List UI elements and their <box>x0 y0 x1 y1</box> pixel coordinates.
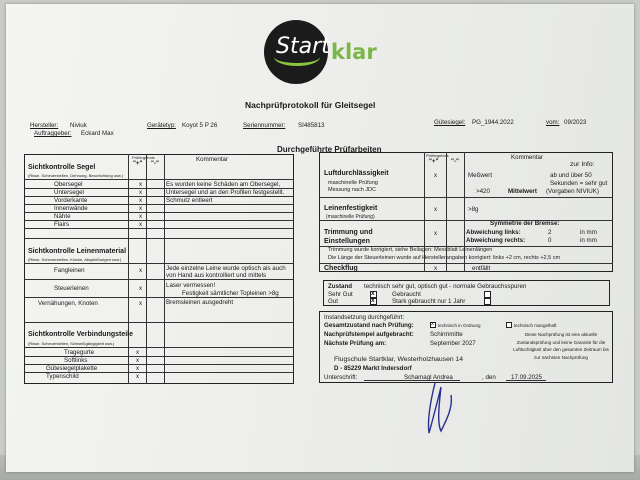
list-item: Tragegurte <box>64 349 95 356</box>
list-item: Fangleinen <box>54 267 85 274</box>
list-item: Flairs <box>54 221 70 228</box>
leinen-title: Sichtkontrolle Leinenmaterial <box>28 248 127 255</box>
protocol-sheet: Start klar Nachprüfprotokoll für Gleitsegel Hersteller: Niviuk Gerätetyp: Koyot 5 P 26 Seriennummer: SI485813 Gütesiegel: PG_1944.2022 vom: 09/2023 Auftraggeber: Eckard Max Durchgeführte Prüfarbeiten Prüfergebnis "+" "-" Kommentar Sichtkontrolle Segel (Risse, Scheuerstellen, Dehnung, Beschichtung usw.) Obersegel x Es wurden keine Schäden am Obersegel, Untersegel x Untersegel und an den Profilen festgestellt. Vorderkante x Schmutz entleert Innenwände x Nähte x Flairs x Sichtkontrolle Leinenmaterial (Risse, Scheuerstellen, Knicke, Abspleißungen usw.) Fangleinen x Jede einzelne Leine wurde optisch als auch von Hand aus kontrolliert und mittels Steuerleinen x Laser vermessen! Festigkeit sämtlicher Topleinen >8g Vernähungen, Knoten x Bremsleinen ausgedreht Sichtkontrolle Verbindungsteile (Risse, Scheuerstellen, Schweißgängigkeit usw.) Tragegurte x Softlinks x Gütesiegelplakette x Typenschild x Prüfergebnis "+" "-" Kommentar zur Info: Luftdurchlässigkeit maschinelle Prüfung Messung nach JDC x Meßwert >420 Mittelwert ab und über 50 Sekunden = sehr gut (Vorgaben NIVIUK) Leinenfestigkeit (maschinelle Prüfung) x >8g Symmetrie der Bremse: Trimmung und Einstellungen x Abweichung links: 2 in mm Abweichung rechts: 0 in mm Trimmung wurde korrigiert, siehe Beilagen: Messblatt Leinenlängen Die Länge der Steuerleinen wurde auf Herstellerangaben korrigiert: links +2 cm, rechts +2,5 cm Checkflug x entfällt Zustand technisch sehr gut, optisch gut - normale Gebrauchsspuren Sehr Gut x Gebraucht Gut x Stark gebraucht nur 1 Jahr Instandsetzung durchgeführt: Gesamtzustand nach Prüfung: x technisch in Ordnung technisch mangelhaft Nachprüfstempel aufgebracht: Schirmmitte Nächste Prüfung am: September 2027 Diese Nachprüfung ist eine aktuelle Zustandsprüfung und keine Garantie für die Lufttüchtigkeit über den gesamten Zeitraum bis zur nächsten Nachprüfung Flugschule Startklar, Westerholzhausen 14 D - 85229 Markt Indersdorf Unterschrift: Schamagl Andrea , den 17.09.2025 <box>6 4 634 472</box>
list-item: Vernähungen, Knoten <box>38 300 98 307</box>
handwritten-signature <box>423 379 463 439</box>
list-item: Innenwände <box>54 205 88 212</box>
section-title: Durchgeführte Prüfarbeiten <box>277 145 382 154</box>
segel-title: Sichtkontrolle Segel <box>28 164 96 171</box>
list-item: Nähte <box>54 213 71 220</box>
mangelhaft-checkbox <box>506 322 512 328</box>
list-item: Vorderkante <box>54 197 88 204</box>
list-item: Steuerleinen <box>54 285 89 292</box>
list-item: Untersegel <box>54 189 84 196</box>
gebraucht-checkbox <box>484 291 491 298</box>
list-item: Softlinks <box>64 357 88 364</box>
verbindung-title: Sichtkontrolle Verbindungsteile <box>28 331 134 338</box>
document-title: Nachprüfprotokoll für Gleitsegel <box>245 100 376 110</box>
list-item: Typenschild <box>46 373 79 380</box>
list-item: Gütesiegelplakette <box>46 365 98 372</box>
stark-gebraucht-checkbox <box>484 298 491 305</box>
list-item: Obersegel <box>54 181 83 188</box>
